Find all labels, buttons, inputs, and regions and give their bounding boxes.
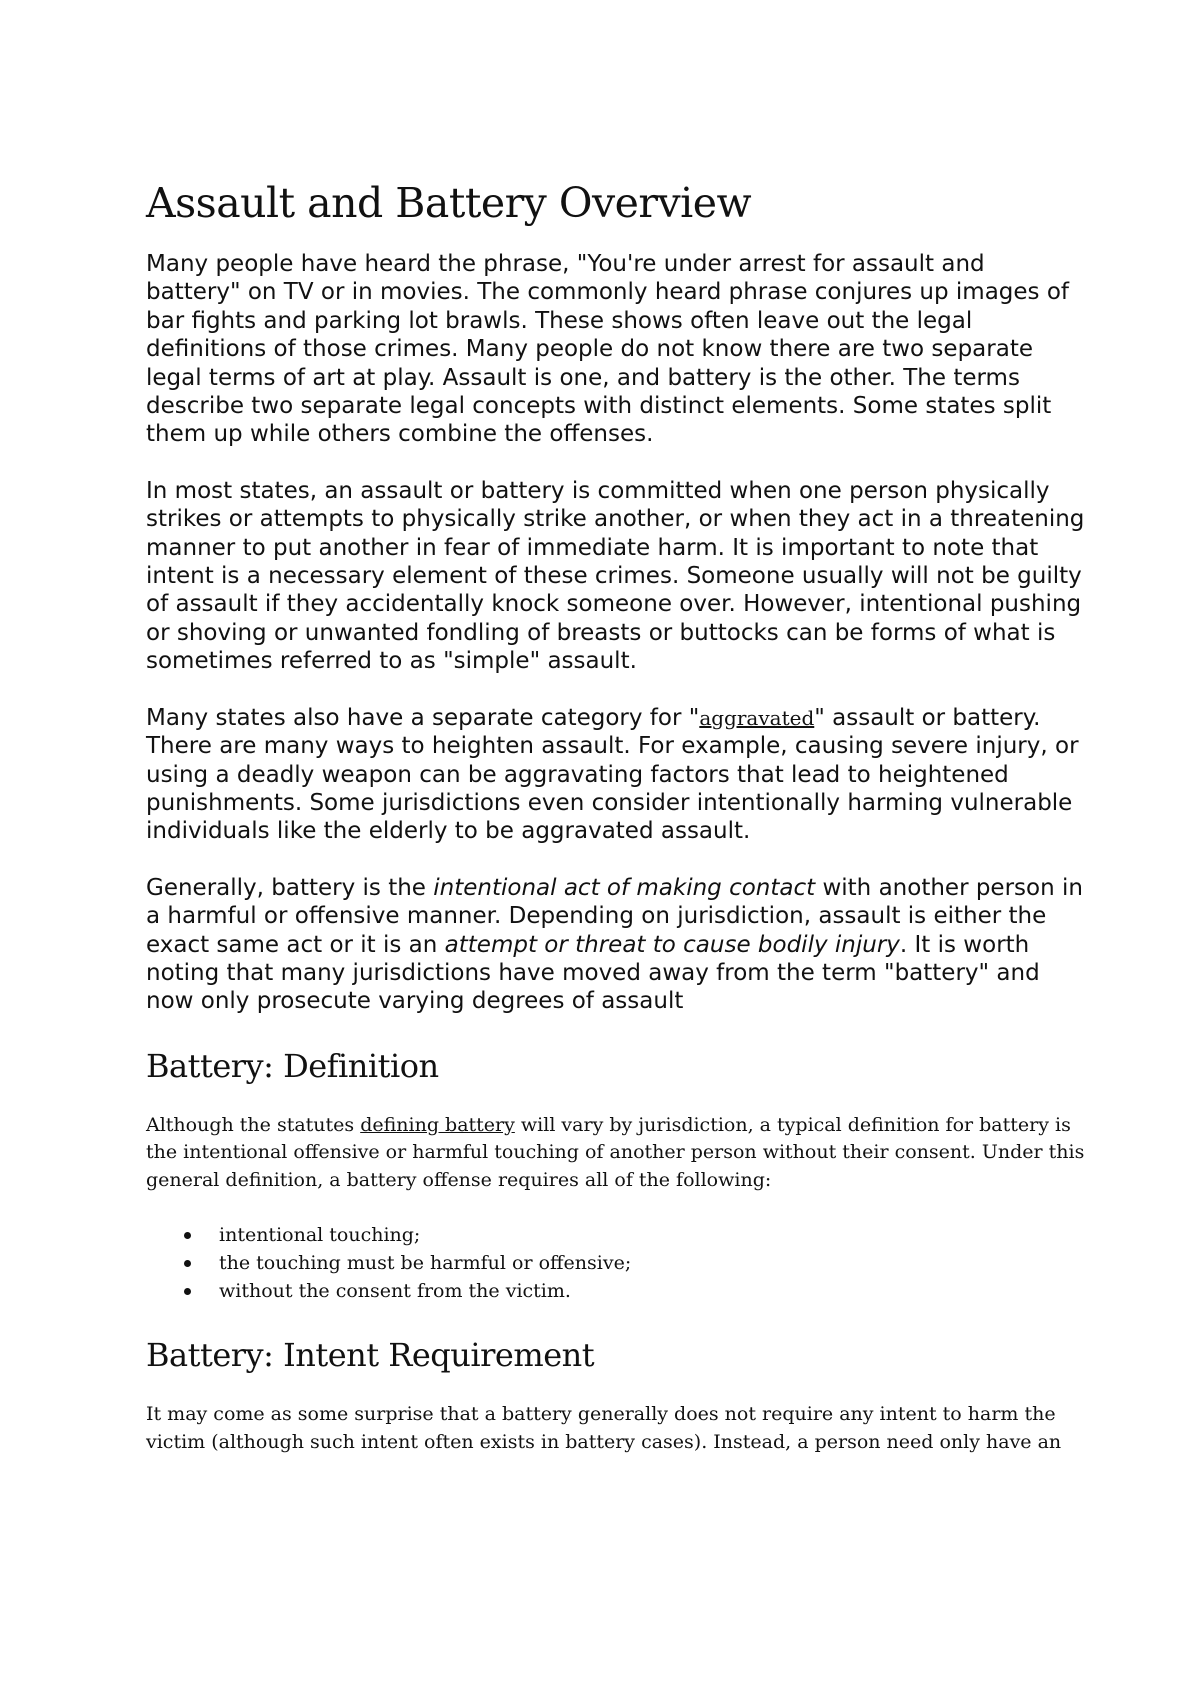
list-item-text: intentional touching; (219, 1224, 421, 1247)
definition-paragraph (146, 1112, 1086, 1195)
page-title: Assault and Battery Overview (146, 179, 752, 227)
list-item (219, 1277, 1086, 1305)
paragraph-text: Generally, battery is the (146, 874, 434, 901)
list-item-text: the touching must be harmful or offensive; (219, 1252, 632, 1275)
bullet-icon (184, 1232, 191, 1239)
emphasis-text: attempt or threat to cause bodily injury (444, 931, 900, 958)
intro-paragraph-2: In most states, an assault or battery is committed when one person physically strikes or attempts to physically strike another, or when they act in a threatening manner to put another in fear of immediate harm. It is important to note that intent is a necessary element of these crimes. Someone usually will not be guilty of assault if they accidentally knock someone over. However, intentional pushing or shoving or unwanted fondling of breasts or buttocks can be forms of what is sometimes referred to as "simple" assault. (146, 477, 1085, 675)
paragraph-text: Many states also have a separate category for " (146, 704, 700, 731)
section-heading-intent: Battery: Intent Requirement (146, 1336, 595, 1375)
aggravated-link[interactable]: aggravated (699, 705, 815, 730)
paragraph-text: . It is worth noting that many jurisdictions have moved away from the term "battery" and now only prosecute varying degrees of assault (146, 931, 1040, 1015)
defining-battery-link[interactable]: defining battery (360, 1113, 515, 1136)
list-item (219, 1221, 1086, 1249)
document-page (146, 178, 1086, 1483)
intro-paragraph-1: Many people have heard the phrase, "You're under arrest for assault and battery" on TV or in movies. The commonly heard phrase conjures up images of bar fights and parking lot brawls. These shows often leave out the legal definitions of those crimes. Many people do not know there are two separate legal terms of art at play. Assault is one, and battery is the other. The terms describe two separate legal concepts with distinct elements. Some states split them up while others combine the offenses. (146, 251, 1070, 448)
intro-paragraph-3 (146, 704, 1086, 846)
intro-paragraph-4 (146, 874, 1086, 1016)
intent-paragraph: It may come as some surprise that a battery generally does not require any intent to harm the victim (although such intent often exists in battery cases). Instead, a person need only have an (146, 1403, 1062, 1453)
list-item (219, 1249, 1086, 1277)
paragraph-text: will vary by jurisdiction, a typical definition for battery is the intentional offensive or harmful touching of another person without their consent. Under this general definition, a battery offense requires all of the following: (146, 1113, 1085, 1191)
paragraph-text: with another person in a harmful or offensive manner. Depending on jurisdiction, assault is either the exact same act or it is an (146, 874, 1083, 958)
battery-elements-list (146, 1221, 1086, 1305)
paragraph-text: " assault or battery. There are many ways to heighten assault. For example, causing severe injury, or using a deadly weapon can be aggravating factors that lead to heightened punishments. Some jurisdictions even consider intentionally harming vulnerable individuals like the elderly to be aggravated assault. (146, 704, 1079, 845)
paragraph-text: Although the statutes (146, 1113, 361, 1136)
list-item-text: without the consent from the victim. (219, 1280, 571, 1303)
bullet-icon (184, 1288, 191, 1295)
emphasis-text: intentional act of making contact (433, 874, 816, 901)
bullet-icon (184, 1260, 191, 1267)
section-heading-definition: Battery: Definition (146, 1046, 439, 1085)
